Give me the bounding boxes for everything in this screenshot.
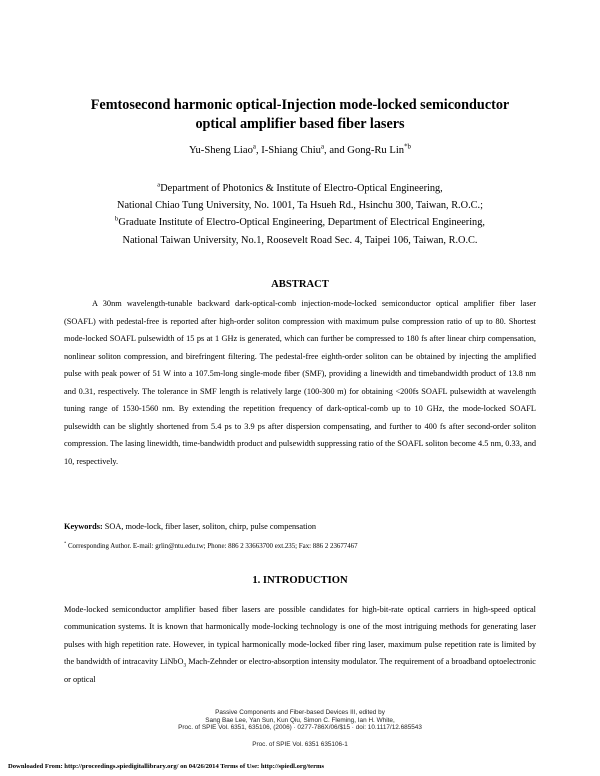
proceedings-footer [0,709,600,732]
author-separator: , and [324,145,348,156]
author-1-affil-mark: a [252,143,256,151]
affiliation-b-line-2: National Taiwan University, No.1, Roosevelt Road Sec. 4, Taipei 106, Taiwan, R.O.C. [122,234,478,246]
corresponding-author-note [64,540,536,550]
affiliation-b-line-1: $^b$Graduate Institute of Electro-Optical Engineering, Department of Electrical Engineering, [115,215,485,229]
author-2: I-Shiang Chiu [261,145,321,156]
affiliation-a-line-1: $^a$Department of Photonics & Institute of Electro-Optical Engineering, [157,181,443,194]
keywords-text: SOA, mode-lock, fiber laser, soliton, chirp, pulse compensation [102,522,316,531]
author-separator: , [255,145,262,156]
introduction-heading: 1. INTRODUCTION [252,575,348,586]
author-3-affil-mark: *b [404,143,411,151]
introduction-body: Mode-locked semiconductor amplifier based fiber lasers are possible candidates for high-bit-rate optical carriers in high-speed optical communication systems. It is known that harmonically mode-locking technology is one of the most intriguing methods for generating laser pulses with high repetition rate. However, in typical harmonically mode-locked fiber ring laser, maximum pulse repetition rate is limited by the bandwidth of intracavity LiNbO$_3$ Mach-Zehnder or electro-absorption intensity modulator. The requirement of a broadband optoelectronic or optical [64,605,536,684]
download-notice: Downloaded From: http://proceedings.spiedigitallibrary.org/ on 04/26/2014 Terms of Use: http://spiedl.org/terms [8,763,325,770]
abstract-heading: ABSTRACT [271,279,329,290]
author-3: Gong-Ru Lin [347,145,405,156]
footer-line-1: Passive Components and Fiber-based Devices III, edited by [215,709,385,716]
affiliations [0,180,600,249]
author-1: Yu-Sheng Liao [189,145,253,156]
paper-title [40,96,560,134]
keywords-line [64,522,536,531]
corresponding-text: Corresponding Author. E-mail: grlin@ntu.edu.tw; Phone: 886 2 33663700 ext.235; Fax: 886 2 23677467 [66,543,358,550]
affiliation-a-mark: a [157,181,161,189]
author-2-affil-mark: a [320,143,325,151]
title-line-2: optical amplifier based fiber lasers [195,116,405,132]
title-line-1: Femtosecond harmonic optical-Injection mode-locked semiconductor [90,97,510,113]
footer-line-2: Sang Bae Lee, Yan Sun, Kun Qiu, Simon C. Fleming, Ian H. White, [205,716,395,724]
abstract-body: A 30nm wavelength-tunable backward dark-optical-comb injection-mode-locked semiconductor optical amplifier fiber laser (SOAFL) with pedestal-free is reported after high-order soliton compression with maximum pulse compression ratio of up to 80. Shortest mode-locked SOAFL pulsewidth of 15 ps at 1 GHz is generated, which can further be compressed to 180 fs after linear chirp compensation, nonlinear soliton compression, and birefringent filtering. The pedestal-free eighth-order soliton can be obtained by injecting the amplified pulse with peak power of 51 W into a 107.5m-long single-mode fiber (SMF), providing a linewidth and timebandwidth product of 13.8 nm and 0.31, respectively. The tolerance in SMF length is relatively large (100-300 m) for obtaining <200fs SOAFL pulsewidth at wavelength tuning range of 1530-1560 nm. By extending the repetition frequency of dark-optical-comb up to 10 GHz, the mode-locked SOAFL pulsewidth can be slightly shortened from 5.4 ps to 3.9 ps after dispersion compensating, and further to 400 fs after second-order soliton compression. The lasing linewidth, time-bandwidth product and pulsewidth suppressing ratio of the SOAFL soliton become 4.5 nm, 0.33, and 10, respectively. [64,299,536,466]
affiliation-b-mark: b [115,215,119,223]
corresponding-mark: * [64,540,67,546]
affiliation-a-line-2: National Chiao Tung University, No. 1001, Ta Hsueh Rd., Hsinchu 300, Taiwan, R.O.C.; [117,200,483,212]
author-list [0,145,600,156]
page-number: Proc. of SPIE Vol. 6351 635106-1 [252,741,348,748]
keywords-label: Keywords: [64,522,103,531]
subscript-3: 3 [183,662,187,669]
footer-line-3: Proc. of SPIE Vol. 6351, 635106, (2006) · 0277-786X/06/$15 · doi: 10.1117/12.685543 [178,724,422,732]
